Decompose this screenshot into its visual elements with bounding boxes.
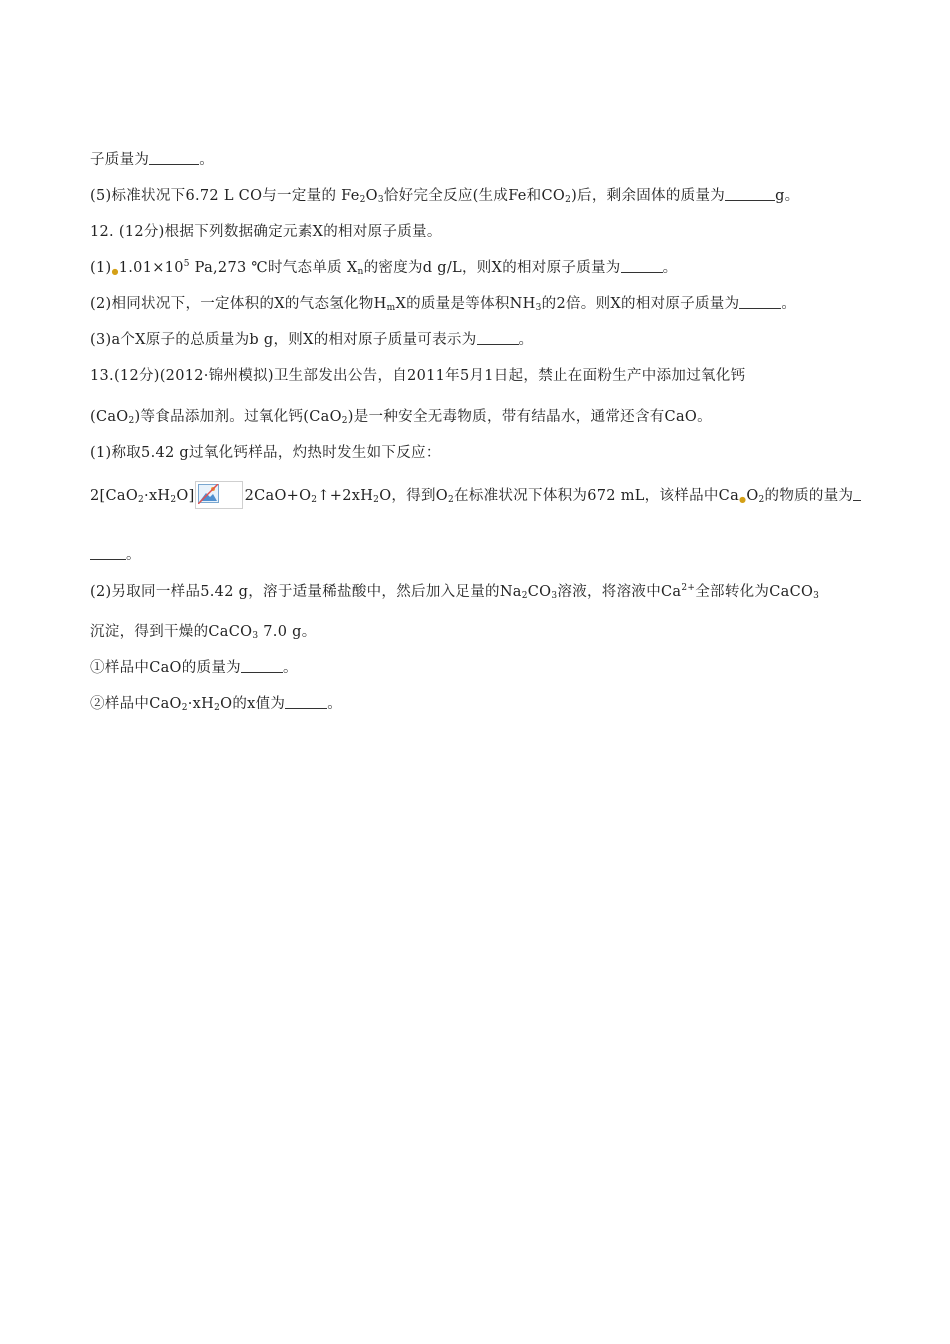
subscript: 2 <box>214 703 221 713</box>
text: ①样品中CaO的质量为 <box>90 660 241 676</box>
line-6 <box>90 330 533 350</box>
text: )是一种安全无毒物质，带有结晶水，通常还含有CaO。 <box>347 409 712 425</box>
line-2 <box>90 186 799 206</box>
line-11 <box>90 545 141 565</box>
subscript: 2 <box>311 495 318 505</box>
superscript: 2+ <box>681 583 696 593</box>
text: 。 <box>126 547 141 563</box>
text: 2CaO+O <box>244 488 312 504</box>
text: 的密度为d g/L，则X的相对原子质量为 <box>363 260 621 276</box>
subscript: n <box>357 267 364 277</box>
text: (1) <box>90 260 112 276</box>
text: X的质量是等体积NH <box>395 296 536 312</box>
text: 在标准状况下体积为672 mL，该样品中Ca <box>454 488 740 504</box>
text: 沉淀，得到干燥的CaCO <box>90 624 253 640</box>
text: )等食品添加剂。过氧化钙(CaO <box>134 409 342 425</box>
line-4 <box>90 258 677 282</box>
text: (3)a个X原子的总质量为b g，则X的相对原子质量可表示为 <box>90 332 477 348</box>
answer-blank <box>621 258 663 273</box>
text: CO <box>527 584 552 600</box>
answer-blank <box>149 150 199 165</box>
text: O的x值为 <box>220 696 286 712</box>
subscript: m <box>386 303 396 313</box>
question-12-heading: 12. (12分)根据下列数据确定元素X的相对原子质量。 <box>90 224 442 240</box>
subscript: 2 <box>359 195 366 205</box>
subscript: 3 <box>551 591 558 601</box>
line-14 <box>90 658 298 678</box>
answer-blank <box>725 186 775 201</box>
subscript: 3 <box>535 303 542 313</box>
text: O <box>365 188 378 204</box>
line-8 <box>90 407 712 427</box>
line-15 <box>90 694 342 714</box>
text: 。 <box>662 260 678 276</box>
text: 。 <box>282 660 298 676</box>
answer-blank <box>853 486 861 501</box>
answer-blank <box>739 294 781 309</box>
text: 。 <box>518 332 534 348</box>
text: ↑+2xH <box>317 488 374 504</box>
line-13 <box>90 622 317 642</box>
subscript: 2 <box>181 703 188 713</box>
subscript: 2 <box>758 495 765 505</box>
text: 恰好完全反应(生成Fe和CO <box>383 188 566 204</box>
answer-blank-continued <box>90 545 126 560</box>
text: (CaO <box>90 409 129 425</box>
dot-mark: ● <box>739 495 747 504</box>
text: Pa,273 ℃时气态单质 X <box>189 260 358 276</box>
line-10 <box>90 481 861 510</box>
text: 的物质的量为 <box>764 488 854 504</box>
text: 溶液，将溶液中Ca <box>557 584 682 600</box>
text: (2)相同状况下，一定体积的X的气态氢化物H <box>90 296 387 312</box>
text: 2[CaO <box>90 488 139 504</box>
line-12 <box>90 582 819 602</box>
superscript: 5 <box>183 259 190 269</box>
subscript: 2 <box>447 495 455 505</box>
dot-mark: ● <box>111 267 119 276</box>
subscript: 2 <box>128 416 135 426</box>
text: (2)另取同一样品5.42 g，溶于适量稀盐酸中，然后加入足量的Na <box>90 584 522 600</box>
answer-blank <box>241 658 283 673</box>
subscript: 2 <box>565 195 572 205</box>
subscript: 2 <box>170 495 177 505</box>
line-1 <box>90 150 214 170</box>
text: 1.01×10 <box>118 260 184 276</box>
text: 。 <box>781 296 797 312</box>
text: O <box>746 488 759 504</box>
line-3 <box>90 222 442 242</box>
text: ·xH <box>144 488 171 504</box>
text: 。 <box>199 152 215 168</box>
text: 全部转化为CaCO <box>695 584 814 600</box>
text: 子质量为 <box>90 152 150 168</box>
text: 。 <box>327 696 343 712</box>
subscript: 2 <box>138 495 145 505</box>
broken-image-icon <box>195 481 243 509</box>
subscript: 3 <box>377 195 384 205</box>
text: g。 <box>775 188 800 204</box>
text: ·xH <box>187 696 215 712</box>
line-5 <box>90 294 796 314</box>
subscript: 3 <box>252 631 259 641</box>
text: (5)标准状况下6.72 L CO与一定量的 Fe <box>90 188 360 204</box>
answer-blank <box>285 694 327 709</box>
line-9 <box>90 443 441 463</box>
text: ②样品中CaO <box>90 696 182 712</box>
line-7 <box>90 366 745 386</box>
subscript: 3 <box>813 591 820 601</box>
text: O] <box>176 488 195 504</box>
text: 7.0 g。 <box>258 624 317 640</box>
answer-blank <box>477 330 519 345</box>
subscript: 2 <box>521 591 528 601</box>
question-13-heading: 13.(12分)(2012·锦州模拟)卫生部发出公告，自2011年5月1日起，禁止在面粉生产中添加过氧化钙 <box>90 368 746 384</box>
text: )后，剩余固体的质量为 <box>571 188 726 204</box>
text: (1)称取5.42 g过氧化钙样品，灼热时发生如下反应： <box>90 445 441 461</box>
text: O，得到O <box>379 488 448 504</box>
subscript: 2 <box>373 495 380 505</box>
subscript: 2 <box>341 416 348 426</box>
text: 的2倍。则X的相对原子质量为 <box>541 296 740 312</box>
